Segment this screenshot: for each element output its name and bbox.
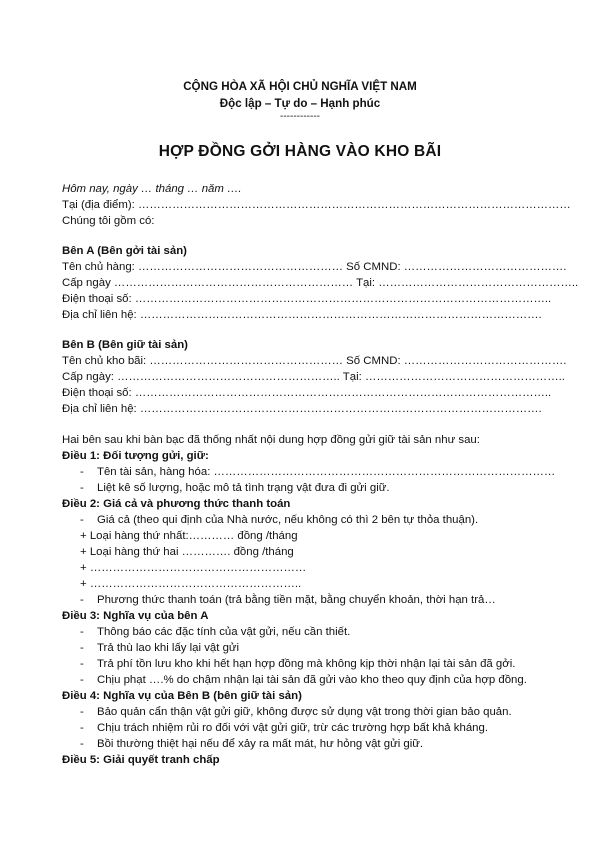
- article-4-heading: Điều 4: Nghĩa vụ của Bên B (bên giữ tài sản): [62, 690, 302, 702]
- party-b-owner: Tên chủ kho bãi: …………………………………………… Số CMND: …………………………………….: [62, 355, 567, 367]
- bullet-dash: -: [80, 594, 84, 606]
- price-line: + …………………………………………………: [80, 562, 307, 574]
- party-b-address: Địa chỉ liên hệ: …………………………………………………………………………………………….: [62, 403, 542, 415]
- article-5-heading: Điều 5: Giải quyết tranh chấp: [62, 754, 220, 766]
- article-2-heading: Điều 2: Giá cả và phương thức thanh toán: [62, 498, 291, 510]
- price-line: + Loại hàng thứ hai …………. đồng /tháng: [80, 546, 294, 558]
- party-b-phone: Điện thoại số: ………………………………………………………………………………………………..: [62, 387, 552, 399]
- bullet-dash: -: [80, 706, 84, 718]
- article-1-heading: Điều 1: Đối tượng gửi, giữ:: [62, 450, 209, 462]
- bullet-dash: -: [80, 626, 84, 638]
- bullet-dash: -: [80, 466, 84, 478]
- party-a-owner: Tên chủ hàng: ……………………………………………… Số CMND: …………………………………….: [62, 261, 567, 273]
- contract-title: HỢP ĐỒNG GỞI HÀNG VÀO KHO BÃI: [158, 143, 442, 160]
- intro-place: Tại (địa điểm): ……………………………………………………………………………………………………: [62, 199, 571, 211]
- party-a-phone: Điện thoại số: ………………………………………………………………………………………………..: [62, 293, 552, 305]
- party-a-issued: Cấp ngày ……………………………………………………… Tại: ……………………………………………..: [62, 277, 579, 289]
- intro-date: Hôm nay, ngày … tháng … năm ….: [62, 183, 242, 195]
- party-a-address: Địa chỉ liên hệ: …………………………………………………………………………………………….: [62, 309, 542, 321]
- article-3-heading: Điều 3: Nghĩa vụ của bên A: [62, 610, 209, 622]
- price-line: + Loại hàng thứ nhất:………… đồng /tháng: [80, 530, 298, 542]
- nation-heading: CỘNG HÒA XÃ HỘI CHỦ NGHĨA VIỆT NAM: [183, 80, 417, 93]
- party-b-heading: Bên B (Bên giữ tài sản): [62, 339, 188, 351]
- party-b-issued: Cấp ngày: ………………………………………………….. Tại: ……………………………………………..: [62, 371, 565, 383]
- motto: Độc lập – Tự do – Hạnh phúc: [219, 97, 381, 110]
- bullet-dash: -: [80, 674, 84, 686]
- bullet-dash: -: [80, 642, 84, 654]
- bullet-dash: -: [80, 738, 84, 750]
- bullet-dash: -: [80, 722, 84, 734]
- party-a-heading: Bên A (Bên gởi tài sản): [62, 245, 187, 257]
- document-page: CỘNG HÒA XÃ HỘI CHỦ NGHĨA VIỆT NAM Độc lập – Tự do – Hạnh phúc ------------ HỢP ĐỒNG GỞI HÀNG VÀO KHO BÃI Hôm nay, ngày … tháng … năm …. Tại (địa điểm): …………………………………………………………………………………………………… Chúng tôi gồm có: Bên A (Bên gởi tài sản) Tên chủ hàng: ……………………………………………… Số CMND: ……………………………………. Cấp ngày ……………………………………………………… Tại: …………………………………………….. Điện thoại số: ……………………………………………………………………………………………….. Địa chỉ liên hệ: ……………………………………………………………………………………………. Bên B (Bên giữ tài sản) Tên chủ kho bãi: …………………………………………… Số CMND: ……………………………………. Cấp ngày: ………………………………………………….. Tại: …………………………………………….. Điện thoại số: ……………………………………………………………………………………………….. Địa chỉ liên hệ: ……………………………………………………………………………………………. Hai bên sau khi bàn bạc đã thống nhất nội dung hợp đồng gửi giữ tài sản như sau: Điều 1: Đối tượng gửi, giữ: - Tên tài sản, hàng hóa: ……………………………………………………………………………… - Liệt kê số lượng, hoặc mô tả tình trạng vật đưa đi gửi giữ. Điều 2: Giá cả và phương thức thanh toán - Giá cả (theo qui định của Nhà nước, nếu không có thì 2 bên tự thỏa thuận). + Loại hàng thứ nhất:………… đồng /tháng + Loại hàng thứ hai …………. đồng /tháng + ………………………………………………… + ……………………………………………….. - Phương thức thanh toán (trả bằng tiền mặt, bằng chuyển khoản, thời hạn trả… Điều 3: Nghĩa vụ của bên A - Thông báo các đặc tính của vật gửi, nếu cần thiết. - Trả thù lao khi lấy lại vật gửi - Trả phí tồn lưu kho khi hết hạn hợp đồng mà không kịp thời nhận lại tài sản đã gởi. - Chịu phạt ….% do chậm nhận lại tài sản đã gửi vào kho theo quy định của hợp đồng. Điều 4: Nghĩa vụ của Bên B (bên giữ tài sản) - Bảo quản cẩn thận vật gửi giữ, không được sử dụng vật trong thời gian bảo quản. - Chịu trách nhiệm rủi ro đối với vật gửi giữ, trừ các trường hợp bất khả kháng. - Bồi thường thiệt hại nếu để xảy ra mất mát, hư hỏng vật gửi giữ. Điều 5: Giải quyết tranh chấp: [0, 0, 600, 850]
- bullet-dash: -: [80, 658, 84, 670]
- bullet-dash: -: [80, 482, 84, 494]
- agreement-text: Hai bên sau khi bàn bạc đã thống nhất nội dung hợp đồng gửi giữ tài sản như sau:: [62, 434, 480, 446]
- intro-parties: Chúng tôi gồm có:: [62, 215, 155, 227]
- bullet-dash: -: [80, 514, 84, 526]
- separator: ------------: [280, 111, 320, 122]
- price-line: + ………………………………………………..: [80, 578, 302, 590]
